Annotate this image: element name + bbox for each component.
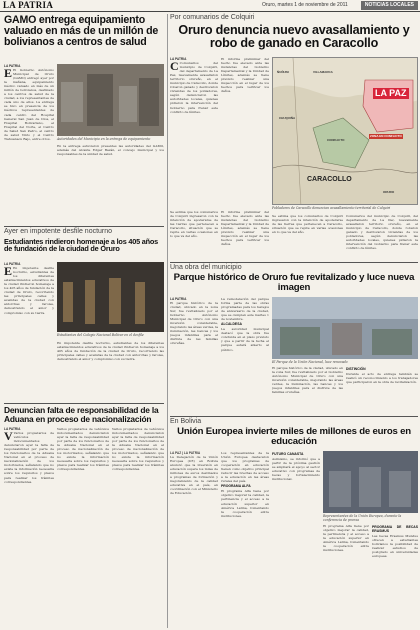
map-label-villamarca: VILLAMARCA — [313, 70, 333, 74]
divider — [170, 262, 418, 263]
parque-headline: Parque histórico de Oruro fue revitalizado y luce nueva imagen — [173, 272, 415, 293]
caracollo-kicker: Por comunarios de Colquiri — [170, 14, 255, 21]
ue-headline: Unión Europea invierte miles de millones de euros en educación — [177, 426, 411, 447]
caracollo-dropcap: C — [170, 59, 179, 73]
parque-body-col4 — [346, 366, 418, 414]
caracollo-body-col5 — [272, 214, 343, 260]
ue-caption: Representantes de la Unión Europea, durante la conferencia de prensa — [323, 514, 402, 522]
caracollo-body-2: El informe preliminar del hecho fue elevado ante las instancias del Gobierno Departamental y la Unidad de Límites, además se tiene previsto realizar una inspección en el lugar de los hechos para verificar los daños. — [221, 57, 269, 94]
gamo-body-col2 — [57, 144, 164, 224]
ue-body-6: El programa Alfa tiene por objetivo mejorar la calidad, la pertinencia y el acceso a la educación superior en América Latina, fomentando la cooperación entre instituciones. — [323, 524, 369, 553]
aduana-body-2: Varios propietarios de vehículos indocumentados denunciaron ayer la falta de responsabilidad por parte de los funcionarios de la Aduana Nacional en el proceso de nacionalización de los motorizados, señalando que no existe la información necesaria sobre los requisitos y plazos para realizar los trámites correspondientes. — [57, 427, 109, 472]
column-divider — [167, 14, 168, 628]
newspaper-logo: LA PATRIA — [3, 0, 54, 10]
caracollo-body-6: Comunarios del municipio de Colquiri, del departamento de La Paz, nuevamente avasallaron territorio orureño, en el municipio de Caracollo, donde robaron ganado y destrozaron viviendas de los pobladores, según denunciaron las autoridades locales, quienes pidieron la intervención del Gobierno para frenar este conflicto de límites. — [346, 214, 418, 251]
caracollo-body-4: El informe preliminar del hecho fue elevado ante las instancias del Gobierno Departamental y la Unidad de Límites, además se tiene previsto realizar una inspección en el lugar de los hechos para verificar los daños. — [221, 210, 269, 247]
ue-body-col1 — [170, 451, 218, 627]
aduana-headline: Denuncian falta de responsabilidad de la Aduana en proceso de nacionalización — [4, 405, 159, 424]
gamo-caption: Autoridades del Municipio en la entrega de equipamiento — [57, 137, 151, 141]
parque-body-col3 — [272, 366, 343, 414]
parque-caption: El Parque de la Unión Nacional, luce renovado — [272, 360, 348, 364]
gamo-place: LA PATRIA — [4, 64, 21, 68]
parque-body-col2 — [221, 297, 269, 413]
ue-body-3: El programa Alfa tiene por objetivo mejorar la calidad, la pertinencia y el acceso a la educación superior en América Latina, fomentando la cooperación entre instituciones. — [221, 489, 269, 518]
map-region-lapaz: LA PAZ — [375, 88, 407, 98]
estudiantes-kicker: Ayer en impotente desfile nocturno — [4, 228, 113, 235]
caracollo-body-col1 — [170, 57, 218, 207]
ue-body-col4 — [323, 524, 369, 627]
aduana-body-col3 — [112, 427, 164, 627]
estudiantes-body — [4, 262, 54, 400]
masthead — [0, 0, 420, 12]
ue-subhead-3: PROGRAMA DE BECAS ERASMUS — [372, 525, 418, 533]
parque-body-4: El parque histórico de la ciudad, ubicado en la zona Sur, fue revitalizado por el Gobierno Autónomo Municipal de Oruro con una inversión considerable, mejorando las áreas verdes, la iluminación, las bancas y los juegos infantiles para el disfrute de las familias orureñas. — [272, 366, 343, 395]
divider — [4, 403, 164, 404]
aduana-body-col1 — [4, 427, 54, 627]
estudiantes-caption: Estudiantes del Colegio Nacional Bolívar en el desfile — [57, 333, 144, 337]
gamo-body-2: En la entrega estuvieron presentes las autoridades del GAMO, además del Alcalde Edgar Bazán, el concejo municipal y los responsables de la unidad de salud. — [57, 144, 164, 157]
estudiantes-headline: Estudiantes rindieron homenaje a los 405 años de fundación de la ciudad de Oruro — [4, 237, 159, 254]
ue-body-4: Asimismo, se informó que a partir de la próxima gestión se ampliará el apoyo al sector educativo con programas de becas y fortalecimiento institucional. — [272, 457, 320, 482]
map-label-nununi: ÑUÑUNI — [277, 70, 289, 74]
ue-kicker: En Bolivia — [170, 418, 202, 425]
parque-body-3: La autoridad municipal destacó que la obra fue concluida en el plazo previsto y que a partir de la fecha el parque estará abierto al público. — [221, 327, 269, 352]
parque-subhead: ALCALDESA — [221, 322, 242, 327]
parque-photo — [272, 297, 418, 359]
estudiantes-photo — [57, 262, 164, 332]
estudiantes-place: LA PATRIA — [4, 262, 21, 266]
gamo-headline: GAMO entrega equipamiento valuado en más de un millón de bolivianos a centros de salud — [4, 14, 159, 48]
map-label-caracollo: CARACOLLO — [307, 176, 352, 183]
ue-subhead-1: PROGRAMA ALFA — [221, 484, 251, 489]
caracollo-body-5: Se estima que los comunarios de Colquiri ingresaron con la intención de apoderarse de las tierras que pertenecen a Caracollo, situación que se repite en varias ocasiones en lo que va del año. — [272, 214, 343, 235]
gamo-photo — [57, 64, 164, 136]
parque-body-col1 — [170, 297, 218, 413]
caracollo-body-col2 — [221, 57, 269, 207]
caracollo-caption: Pobladores de Caracollo denuncian avasallamiento territorial de Colquiri — [272, 206, 391, 210]
ue-body-1: La Delegación de la Unión Europea (UE) en Bolivia anunció que la inversión en educación supera los miles de millones de euros destinados a programas de formación y mejoramiento de la calidad educativa en el país, en coordinación con el Ministerio de Educación. — [170, 455, 218, 496]
map-zone-tag: ZONA EN CONFLICTO — [370, 134, 402, 138]
parque-side-subhead: DISTINCIÓN — [346, 367, 366, 371]
ue-subhead-2: FUTURO CANASTA — [272, 452, 304, 456]
ue-body-2: Los representantes de la Unión Europea destacaron que los programas de cooperación en educación tienen como objetivo principal reducir las brechas de acceso a la educación en las áreas rurales del país. — [221, 451, 269, 484]
map-label-oruro: ORURO — [383, 190, 395, 194]
estudiantes-body-col2 — [57, 341, 164, 401]
dateline: Oruro, martes 1 de noviembre de 2011 — [262, 2, 348, 8]
parque-body-1: El parque histórico de la ciudad, ubicado en la zona Sur, fue revitalizado por el Gobierno Autónomo Municipal de Oruro con una inversión considerable, mejorando las áreas verdes, la iluminación, las bancas y los juegos infantiles para el disfrute de las familias orureñas. — [170, 301, 218, 346]
aduana-body-1: Varios propietarios de vehículos indocumentados denunciaron ayer la falta de responsabilidad por parte de los funcionarios de la Aduana Nacional en el proceso de nacionalización de los motorizados, señalando que no existe la información necesaria sobre los requisitos y plazos para realizar los trámites correspondientes. — [4, 431, 54, 484]
map-label-chuquina: CHUQUIÑA — [279, 116, 296, 120]
aduana-body-3: Varios propietarios de vehículos indocumentados denunciaron ayer la falta de responsabilidad por parte de los funcionarios de la Aduana Nacional en el proceso de nacionalización de los motorizados, señalando que no existe la información necesaria sobre los requisitos y plazos para realizar los trámites correspondientes. — [112, 427, 164, 472]
caracollo-body-col6 — [346, 214, 418, 260]
ue-body-col3 — [272, 451, 320, 627]
parque-side-body: Durante el acto de entrega también se realizó un reconocimiento a los trabajadores que participaron en la obra de revitalización. — [346, 372, 418, 385]
caracollo-headline: Oruro denuncia nuevo avasallamiento y robo de ganado en Caracollo — [178, 23, 410, 50]
gamo-dropcap: E — [4, 66, 13, 80]
caracollo-place: LA PATRIA — [170, 57, 187, 61]
gamo-body-col1 — [4, 64, 54, 180]
parque-body-2: La remodelación del parque forma parte de las obras programadas para los festejos de aniversario de la ciudad, que se cumplen este martes 1 de noviembre. — [221, 297, 269, 322]
divider — [4, 226, 164, 227]
estudiantes-dropcap: E — [4, 264, 13, 278]
ue-body-5: Las becas Erasmus Mundus ofrecen a estudiantes bolivianos la posibilidad de realizar estudios de postgrado en universidades europeas. — [372, 534, 418, 559]
caracollo-body-3: Se estima que los comunarios de Colquiri ingresaron con la intención de apoderarse de las tierras que pertenecen a Caracollo, situación que se repite en varias ocasiones en lo que va del año. — [170, 210, 218, 239]
caracollo-body-col3 — [170, 210, 218, 260]
aduana-place: LA PATRIA — [4, 427, 21, 431]
estudiantes-body-text-2: En impotente desfile nocturno, estudiantes de los diferentes establecimientos educativos de la ciudad rindieron homenaje a los 405 años de fundación de la ciudad de Oruro, recorriendo las principales calles y avenidas de la ciudad con antorchas y faroles, demostrando el amor y compromiso con su tierra. — [57, 341, 164, 362]
estudiantes-body-text: En impotente desfile nocturno, estudiantes de los diferentes establecimientos educativos de la ciudad rindieron homenaje a los 405 años de fundación de la ciudad de Oruro, recorriendo las principales calles y avenidas de la ciudad con antorchas y faroles, demostrando el amor y compromiso con su tierra. — [4, 266, 54, 315]
caracollo-body-1: Comunarios del municipio de Colquiri, del departamento de La Paz, nuevamente avasallaron territorio orureño, en el municipio de Caracollo, donde robaron ganado y destrozaron viviendas de los pobladores, según denunciaron las autoridades locales, quienes pidieron la intervención del Gobierno para frenar este conflicto de límites. — [170, 61, 218, 114]
parque-place: LA PATRIA — [170, 297, 187, 301]
divider — [170, 416, 418, 417]
ue-body-col5 — [372, 524, 418, 627]
ue-place: LA PAZ | LA PATRIA — [170, 451, 201, 455]
map-label-conflicto: CONFLICTO — [327, 138, 345, 142]
ue-photo — [323, 451, 418, 513]
aduana-body-col2 — [57, 427, 109, 627]
aduana-dropcap: V — [4, 429, 13, 443]
caracollo-map — [272, 57, 418, 205]
ue-body-col2 — [221, 451, 269, 627]
gamo-body-1: El Gobierno Autónomo Municipal de Oruro (GAMO) entregó ayer por la mañana, equipamiento médico valuado en más de un millón de bolivianos, destinado a los centros de salud de la ciudad, a los representantes de cada uno de ellos. La entrega se hizo en presencia de los médicos representantes de cada centro del Hospital General San Juan de Dios, el Hospital Bolivariano, el Hospital del Norte, el Centro de Salud San Pedro, el centro de salud Vinto y el Centro Tiahuanacu Bajo, entre otros. — [4, 68, 54, 141]
caracollo-body-col4 — [221, 210, 269, 260]
parque-kicker: Una obra del municipio — [170, 264, 242, 271]
section-tag: NOTICIAS LOCALES — [361, 1, 418, 10]
